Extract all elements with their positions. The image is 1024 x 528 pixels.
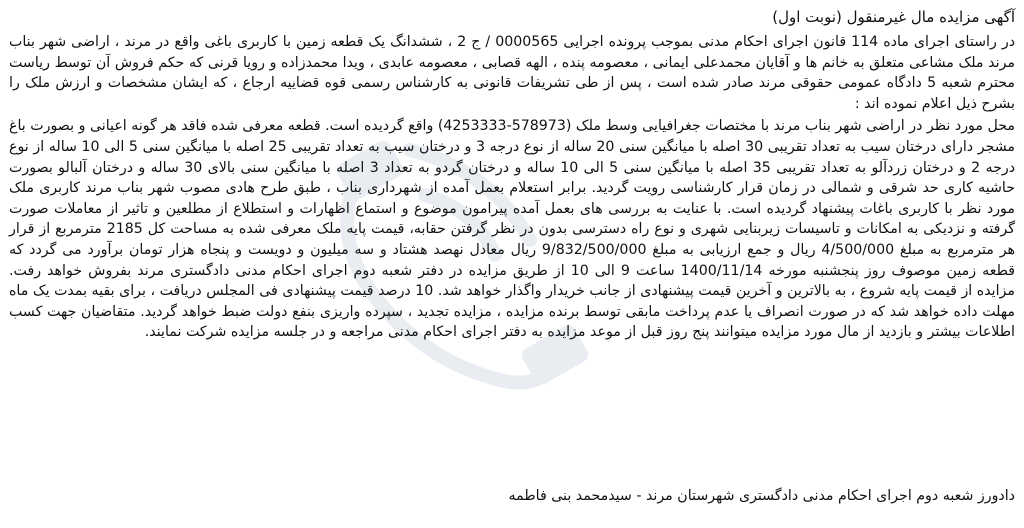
notice-title: آگهی مزایده مال غیرمنقول (نوبت اول) — [772, 8, 1015, 26]
signature-line: دادورز شعبه دوم اجرای احکام مدنی دادگستری شهرستان مرند - سیدمحمد بنی فاطمه — [508, 488, 1015, 504]
notice-paragraph-details: محل مورد نظر در اراضی شهر بناب مرند با مختصات جغرافیایی وسط ملک (578973-4253333) واقع گردیده است. قطعه معرفی شده فاقد هر گونه اعیانی و بصورت باغ مشجر دارای درختان سیب به تعداد تقریبی 30 اصله با میانگین سنی 20 ساله از نوع درجه 3 و درختان سیب به تعداد تقریبی 25 اصله با میانگین سنی 5 الی 10 ساله از نوع درجه 2 و درختان زردآلو به تعداد تقریبی 35 اصله با میانگین سنی 5 الی 10 ساله و درختان گردو به تعداد 3 اصله با میانگین سنی بالای 30 ساله و درختان آلبالو بصورت حاشیه کاری حد شرقی و شمالی در زمان قرار کارشناسی رویت گردید. برابر استعلام بعمل آمده از شهرداری بناب ، طبق طرح هادی مصوب شهر بناب مرند کاربری ملک مورد نظر با کاربری باغات پیشنهاد گردیده است. با عنایت به بررسی های بعمل آمده پیرامون موضوع و استماع اظهارات و استطلاع از مطلعین و تاثیر از معاملات صورت گرفته و نزدیکی به امکانات و تاسیسات زیربنایی شهری و نوع راه دسترسی بدون در نظر گرفتن حقابه، قیمت پایه ملک معرفی شده به مساحت کل 2185 مترمربع از قرار هر مترمربع به مبلغ 4/500/000 ریال و جمع ارزیابی به مبلغ 9/832/500/000 ریال معادل نهصد هشتاد و سه میلیون و دویست و پنجاه هزار تومان برآورد می گردد که قطعه زمین موصوف روز پنجشنبه مورخه 1400/11/14 ساعت 9 الی 10 از طریق مزایده در دفتر شعبه دوم اجرای احکام مدنی دادگستری مرند بفروش خواهد رفت. مزایده از قیمت پایه شروع ، به بالاترین و آخرین قیمت پیشنهادی از جانب خریدار واگذار خواهد شد. 10 درصد قیمت پیشنهادی فی المجلس دریافت ، برای بقیه بمدت یک ماه مهلت داده خواهد شد که در صورت انصراف یا عدم پرداخت مابقی توسط برنده مزایده ، مزایده تجدید ، سپرده واریزی بنفع دولت ضبط خواهد گردید. متقاضیان جهت کسب اطلاعات بیشتر و بازدید از مال مورد مزایده میتوانند پنج روز قبل از موعد مزایده به دفتر اجرای احکام مدنی مراجعه و در جلسه مزایده شرکت نمایند. — [9, 118, 1016, 341]
notice-paragraph-intro: در راستای اجرای ماده 114 قانون اجرای احکام مدنی بموجب پرونده اجرایی 0000565 / ج 2 ، ششدانگ یک قطعه زمین با کاربری باغی واقع در مرند ، اراضی شهر بناب مرند ملک مشاعی متعلق به خانم ها و آقایان محمدعلی ایمانی ، معصومه پنده ، الهه قصابی ، معصومه عابدی ، ویدا محمدزاده و رویا قرنی که حکم فروش آن توسط ریاست محترم شعبه 5 دادگاه عمومی حقوقی مرند صادر شده است ، پس از طی تشریفات قانونی به کارشناس رسمی قوه قضاییه ارجاع ، که ایشان مشخصات و ارزش ملک را بشرح ذیل اعلام نموده اند : — [9, 34, 1016, 112]
